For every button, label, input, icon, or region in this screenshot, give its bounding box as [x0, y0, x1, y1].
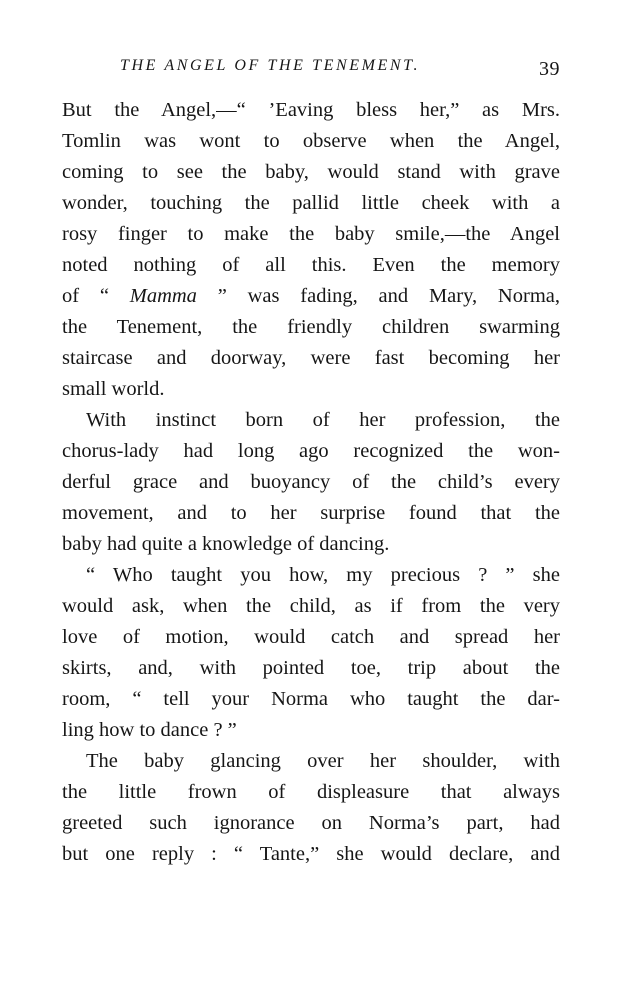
text-line: The baby glancing over her shoulder, with	[86, 750, 560, 772]
page-number: 39	[539, 58, 560, 80]
running-title: THE ANGEL OF THE TENEMENT.	[120, 57, 421, 74]
text-line: Tomlin was wont to observe when the Angel,	[62, 130, 560, 152]
text-line: would ask, when the child, as if from the very	[62, 595, 560, 617]
text-segment: ” was fading, and Mary, Norma,	[196, 285, 560, 307]
text-line: but one reply : “ Tante,” she would declare, and	[62, 843, 560, 865]
text-segment: of “	[62, 285, 130, 307]
text-line: room, “ tell your Norma who taught the dar-	[62, 688, 560, 710]
text-line: But the Angel,—“ ’Eaving bless her,” as Mrs.	[62, 99, 560, 121]
text-line: staircase and doorway, were fast becoming her	[62, 347, 560, 369]
running-head	[60, 55, 560, 85]
text-line: small world.	[62, 378, 165, 400]
text-line: greeted such ignorance on Norma’s part, had	[62, 812, 560, 834]
text-line: love of motion, would catch and spread her	[62, 626, 560, 648]
text-line: movement, and to her surprise found that the	[62, 502, 560, 524]
text-line	[62, 281, 560, 312]
text-line: baby had quite a knowledge of dancing.	[62, 533, 390, 555]
text-line: skirts, and, with pointed toe, trip about the	[62, 657, 560, 679]
text-line: coming to see the baby, would stand with grave	[62, 161, 560, 183]
text-line: the little frown of displeasure that always	[62, 781, 560, 803]
text-line: the Tenement, the friendly children swarming	[62, 316, 560, 338]
text-line: derful grace and buoyancy of the child’s every	[62, 471, 560, 493]
text-line: wonder, touching the pallid little cheek with a	[62, 192, 560, 214]
body-text	[62, 95, 560, 870]
text-line: rosy finger to make the baby smile,—the Angel	[62, 223, 560, 245]
text-line: ling how to dance ? ”	[62, 719, 237, 741]
text-line: With instinct born of her profession, the	[86, 409, 560, 431]
text-line: chorus-lady had long ago recognized the won-	[62, 440, 560, 462]
text-line: noted nothing of all this. Even the memory	[62, 254, 560, 276]
emphasis-text: Mamma	[129, 285, 197, 307]
text-line: “ Who taught you how, my precious ? ” she	[86, 564, 560, 586]
